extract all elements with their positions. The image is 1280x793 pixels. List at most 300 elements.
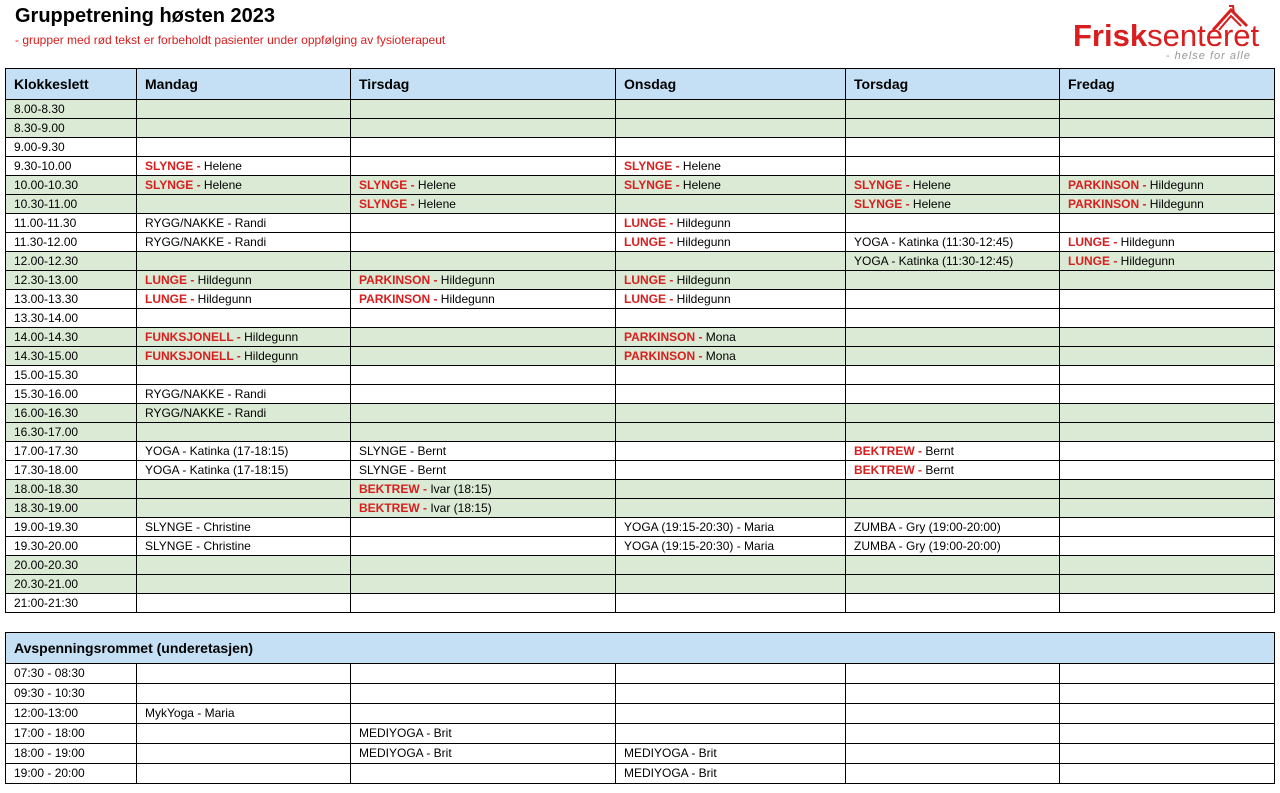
time-slot: 12.30-13.00 [6, 271, 137, 290]
logo-word-senteret: senteret [1147, 18, 1260, 53]
schedule-cell [846, 195, 1060, 214]
time-slot: 19.30-20.00 [6, 537, 137, 556]
relaxation-room-title: Avspenningsrommet (underetasjen) [6, 633, 1275, 664]
schedule-cell [616, 518, 846, 537]
time-slot: 11.30-12.00 [6, 233, 137, 252]
schedule-row [6, 309, 1275, 328]
schedule-cell [616, 499, 846, 518]
schedule-cell [616, 195, 846, 214]
schedule-cell [1060, 518, 1275, 537]
time-slot: 18.00-18.30 [6, 480, 137, 499]
relaxation-cell [1060, 744, 1275, 764]
class-detail: Hildegunn [194, 292, 252, 306]
schedule-cell [846, 404, 1060, 423]
class-name: BEKTREW - [854, 463, 922, 477]
schedule-row [6, 423, 1275, 442]
class-detail: Hildegunn [240, 349, 299, 363]
time-slot: 21:00-21:30 [6, 594, 137, 613]
schedule-cell [616, 119, 846, 138]
time-slot: 11.00-11.30 [6, 214, 137, 233]
class-detail: Helene [200, 159, 242, 173]
time-slot: 9.00-9.30 [6, 138, 137, 157]
logo-tagline: - helse for alle [1165, 50, 1251, 62]
class-name: LUNGE - [624, 292, 674, 306]
schedule-cell [1060, 138, 1275, 157]
class-detail: SLYNGE - Christine [145, 539, 251, 553]
schedule-row [6, 100, 1275, 119]
schedule-row [6, 119, 1275, 138]
time-slot: 8.00-8.30 [6, 100, 137, 119]
class-name: PARKINSON - [1068, 197, 1147, 211]
schedule-cell [616, 537, 846, 556]
schedule-cell [616, 138, 846, 157]
schedule-cell [351, 100, 616, 119]
relaxation-cell: MEDIYOGA - Brit [351, 724, 616, 744]
schedule-row [6, 347, 1275, 366]
time-slot: 9.30-10.00 [6, 157, 137, 176]
schedule-cell [616, 480, 846, 499]
class-detail: YOGA - Katinka (11:30-12:45) [854, 235, 1014, 249]
relaxation-cell [137, 684, 351, 704]
schedule-row [6, 442, 1275, 461]
relaxation-cell [846, 744, 1060, 764]
schedule-cell [616, 271, 846, 290]
schedule-row [6, 138, 1275, 157]
time-slot: 10.00-10.30 [6, 176, 137, 195]
schedule-cell [1060, 157, 1275, 176]
schedule-cell [351, 461, 616, 480]
class-name: PARKINSON - [624, 349, 703, 363]
time-slot: 15.30-16.00 [6, 385, 137, 404]
class-name: SLYNGE - [854, 197, 910, 211]
schedule-cell [351, 157, 616, 176]
relaxation-cell [351, 684, 616, 704]
relaxation-cell [846, 704, 1060, 724]
schedule-cell [1060, 461, 1275, 480]
schedule-cell [137, 385, 351, 404]
schedule-cell [846, 214, 1060, 233]
schedule-cell [137, 119, 351, 138]
schedule-cell [1060, 328, 1275, 347]
class-name: LUNGE - [1068, 235, 1118, 249]
schedule-cell [1060, 309, 1275, 328]
schedule-cell [616, 594, 846, 613]
schedule-row [6, 252, 1275, 271]
column-header-tirsdag: Tirsdag [351, 69, 616, 100]
schedule-cell [137, 233, 351, 252]
schedule-cell [616, 385, 846, 404]
schedule-cell [351, 423, 616, 442]
class-detail: ZUMBA - Gry (19:00-20:00) [854, 539, 1001, 553]
schedule-cell [846, 385, 1060, 404]
class-detail: Ivar (18:15) [427, 501, 492, 515]
schedule-cell [137, 556, 351, 575]
schedule-cell [351, 176, 616, 195]
schedule-cell [137, 290, 351, 309]
schedule-cell [616, 442, 846, 461]
schedule-cell [1060, 575, 1275, 594]
class-detail: YOGA (19:15-20:30) - Maria [624, 520, 775, 534]
relaxation-cell: MEDIYOGA - Brit [616, 764, 846, 784]
schedule-cell [137, 404, 351, 423]
time-slot: 20.00-20.30 [6, 556, 137, 575]
relaxation-room-schedule [5, 632, 1275, 784]
schedule-cell [351, 518, 616, 537]
time-slot: 14.30-15.00 [6, 347, 137, 366]
schedule-row [6, 385, 1275, 404]
class-detail: YOGA (19:15-20:30) - Maria [624, 539, 775, 553]
class-name: LUNGE - [624, 273, 674, 287]
class-detail: YOGA - Katinka (17-18:15) [145, 463, 289, 477]
schedule-cell [616, 100, 846, 119]
schedule-cell [137, 195, 351, 214]
schedule-row [6, 328, 1275, 347]
relaxation-cell [616, 704, 846, 724]
schedule-cell [351, 347, 616, 366]
relaxation-cell [846, 664, 1060, 684]
schedule-cell [137, 252, 351, 271]
schedule-cell [616, 556, 846, 575]
schedule-cell [137, 309, 351, 328]
schedule-cell [846, 461, 1060, 480]
relaxation-row [6, 704, 1275, 724]
schedule-row [6, 594, 1275, 613]
time-slot: 17:00 - 18:00 [6, 724, 137, 744]
time-slot: 20.30-21.00 [6, 575, 137, 594]
class-detail: Hildegunn [1146, 197, 1204, 211]
schedule-row [6, 176, 1275, 195]
class-detail: Helene [679, 159, 721, 173]
schedule-cell [137, 100, 351, 119]
class-name: SLYNGE - [359, 197, 415, 211]
class-detail: SLYNGE - Christine [145, 520, 251, 534]
relaxation-row [6, 664, 1275, 684]
schedule-cell [616, 176, 846, 195]
page-title: Gruppetrening høsten 2023 [15, 5, 276, 27]
schedule-cell [616, 461, 846, 480]
schedule-cell [616, 252, 846, 271]
class-detail: Hildegunn [194, 273, 252, 287]
schedule-cell [1060, 480, 1275, 499]
schedule-row [6, 233, 1275, 252]
schedule-cell [351, 195, 616, 214]
time-slot: 14.00-14.30 [6, 328, 137, 347]
schedule-cell [1060, 556, 1275, 575]
schedule-cell [846, 366, 1060, 385]
schedule-cell [351, 290, 616, 309]
schedule-cell [846, 290, 1060, 309]
class-name: FUNKSJONELL - [145, 330, 241, 344]
class-name: PARKINSON - [624, 330, 703, 344]
schedule-row [6, 575, 1275, 594]
schedule-row [6, 195, 1275, 214]
time-slot: 17.00-17.30 [6, 442, 137, 461]
relaxation-cell [616, 724, 846, 744]
schedule-cell [137, 366, 351, 385]
relaxation-cell [846, 684, 1060, 704]
schedule-cell [137, 518, 351, 537]
class-name: SLYNGE - [145, 178, 201, 192]
class-detail: YOGA - Katinka (17-18:15) [145, 444, 289, 458]
schedule-row [6, 366, 1275, 385]
schedule-cell [137, 176, 351, 195]
schedule-cell [616, 404, 846, 423]
schedule-cell [846, 423, 1060, 442]
schedule-cell [137, 594, 351, 613]
time-slot: 12.00-12.30 [6, 252, 137, 271]
schedule-cell [351, 575, 616, 594]
schedule-cell [351, 480, 616, 499]
class-name: SLYNGE - [624, 159, 680, 173]
schedule-cell [351, 442, 616, 461]
class-name: SLYNGE - [854, 178, 910, 192]
schedule-row [6, 518, 1275, 537]
class-detail: YOGA - Katinka (11:30-12:45) [854, 254, 1014, 268]
schedule-cell [846, 537, 1060, 556]
time-slot: 18.30-19.00 [6, 499, 137, 518]
class-name: BEKTREW - [359, 501, 427, 515]
time-slot: 16.30-17.00 [6, 423, 137, 442]
class-detail: Helene [414, 178, 456, 192]
schedule-row [6, 157, 1275, 176]
schedule-cell [616, 423, 846, 442]
class-detail: Hildegunn [673, 273, 731, 287]
schedule-cell [846, 176, 1060, 195]
schedule-cell [1060, 214, 1275, 233]
schedule-row [6, 537, 1275, 556]
class-name: PARKINSON - [359, 273, 438, 287]
time-slot: 16.00-16.30 [6, 404, 137, 423]
schedule-cell [1060, 594, 1275, 613]
schedule-cell [616, 575, 846, 594]
page-subtitle: - grupper med rød tekst er forbeholdt pasienter under oppfølging av fysioterapeut [15, 33, 446, 47]
class-name: LUNGE - [145, 273, 195, 287]
schedule-cell [1060, 290, 1275, 309]
relaxation-cell [1060, 724, 1275, 744]
class-detail: SLYNGE - Bernt [359, 463, 447, 477]
class-detail: Hildegunn [1117, 254, 1175, 268]
class-detail: Helene [679, 178, 721, 192]
schedule-row [6, 404, 1275, 423]
schedule-cell [846, 480, 1060, 499]
schedule-cell [137, 138, 351, 157]
schedule-cell [1060, 499, 1275, 518]
schedule-cell [846, 157, 1060, 176]
class-detail: RYGG/NAKKE - Randi [145, 216, 267, 230]
class-detail: Hildegunn [437, 273, 495, 287]
schedule-cell [616, 290, 846, 309]
schedule-cell [1060, 442, 1275, 461]
schedule-cell [351, 366, 616, 385]
schedule-cell [351, 214, 616, 233]
schedule-cell [351, 537, 616, 556]
column-header-torsdag: Torsdag [846, 69, 1060, 100]
schedule-cell [846, 252, 1060, 271]
schedule-cell [137, 328, 351, 347]
schedule-cell [846, 347, 1060, 366]
relaxation-row [6, 724, 1275, 744]
time-slot: 19:00 - 20:00 [6, 764, 137, 784]
column-header-klokkeslett: Klokkeslett [6, 69, 137, 100]
class-detail: Ivar (18:15) [427, 482, 492, 496]
time-slot: 09:30 - 10:30 [6, 684, 137, 704]
relaxation-cell [1060, 664, 1275, 684]
schedule-cell [1060, 404, 1275, 423]
class-detail: Helene [909, 197, 951, 211]
schedule-cell [351, 233, 616, 252]
schedule-cell [1060, 176, 1275, 195]
schedule-cell [137, 347, 351, 366]
class-detail: Mona [702, 330, 736, 344]
class-name: SLYNGE - [359, 178, 415, 192]
class-detail: Hildegunn [1146, 178, 1204, 192]
class-name: BEKTREW - [359, 482, 427, 496]
frisksenteret-logo [1073, 4, 1260, 64]
time-slot: 19.00-19.30 [6, 518, 137, 537]
class-detail: Bernt [922, 463, 955, 477]
schedule-cell [846, 119, 1060, 138]
group-training-schedule [5, 68, 1275, 613]
schedule-cell [351, 138, 616, 157]
relaxation-row [6, 744, 1275, 764]
schedule-cell [137, 157, 351, 176]
class-detail: Mona [702, 349, 736, 363]
relaxation-cell [846, 724, 1060, 744]
class-name: LUNGE - [624, 235, 674, 249]
schedule-cell [137, 442, 351, 461]
relaxation-cell [351, 764, 616, 784]
time-slot: 15.00-15.30 [6, 366, 137, 385]
schedule-cell [137, 537, 351, 556]
class-name: SLYNGE - [145, 159, 201, 173]
schedule-row [6, 461, 1275, 480]
class-detail: Helene [200, 178, 242, 192]
schedule-cell [616, 328, 846, 347]
schedule-cell [846, 271, 1060, 290]
relaxation-cell [137, 724, 351, 744]
schedule-cell [137, 575, 351, 594]
schedule-cell [1060, 271, 1275, 290]
relaxation-cell [616, 684, 846, 704]
class-detail: Hildegunn [437, 292, 495, 306]
schedule-cell [351, 499, 616, 518]
schedule-cell [351, 385, 616, 404]
class-detail: Hildegunn [673, 216, 731, 230]
schedule-cell [846, 518, 1060, 537]
schedule-row [6, 290, 1275, 309]
time-slot: 12:00-13:00 [6, 704, 137, 724]
schedule-cell [351, 556, 616, 575]
class-name: LUNGE - [624, 216, 674, 230]
class-name: SLYNGE - [624, 178, 680, 192]
schedule-cell [846, 233, 1060, 252]
relaxation-cell [1060, 764, 1275, 784]
schedule-cell [1060, 119, 1275, 138]
class-detail: ZUMBA - Gry (19:00-20:00) [854, 520, 1001, 534]
class-detail: RYGG/NAKKE - Randi [145, 387, 267, 401]
relaxation-cell [351, 664, 616, 684]
schedule-cell [137, 423, 351, 442]
schedule-cell [137, 499, 351, 518]
schedule-row [6, 499, 1275, 518]
schedule-cell [1060, 347, 1275, 366]
schedule-cell [846, 138, 1060, 157]
schedule-cell [1060, 252, 1275, 271]
schedule-cell [846, 575, 1060, 594]
class-name: PARKINSON - [359, 292, 438, 306]
schedule-cell [137, 480, 351, 499]
class-name: PARKINSON - [1068, 178, 1147, 192]
schedule-row [6, 556, 1275, 575]
schedule-cell [1060, 385, 1275, 404]
relaxation-cell [846, 764, 1060, 784]
class-detail: Hildegunn [1117, 235, 1175, 249]
schedule-cell [616, 366, 846, 385]
column-header-fredag: Fredag [1060, 69, 1275, 100]
class-name: BEKTREW - [854, 444, 922, 458]
schedule-cell [1060, 233, 1275, 252]
schedule-cell [351, 594, 616, 613]
schedule-cell [616, 347, 846, 366]
logo-word-frisk: Frisk [1073, 18, 1148, 53]
schedule-cell [1060, 366, 1275, 385]
schedule-cell [846, 309, 1060, 328]
time-slot: 10.30-11.00 [6, 195, 137, 214]
schedule-cell [351, 404, 616, 423]
schedule-cell [846, 442, 1060, 461]
time-slot: 8.30-9.00 [6, 119, 137, 138]
schedule-cell [351, 252, 616, 271]
relaxation-cell [351, 704, 616, 724]
class-detail: Bernt [922, 444, 955, 458]
schedule-cell [137, 271, 351, 290]
time-slot: 07:30 - 08:30 [6, 664, 137, 684]
class-detail: Helene [414, 197, 456, 211]
schedule-cell [846, 499, 1060, 518]
class-name: LUNGE - [145, 292, 195, 306]
schedule-cell [616, 157, 846, 176]
schedule-cell [616, 309, 846, 328]
schedule-cell [616, 214, 846, 233]
schedule-cell [351, 309, 616, 328]
time-slot: 17.30-18.00 [6, 461, 137, 480]
schedule-cell [846, 556, 1060, 575]
class-detail: Hildegunn [673, 235, 731, 249]
class-name: FUNKSJONELL - [145, 349, 241, 363]
time-slot: 18:00 - 19:00 [6, 744, 137, 764]
time-slot: 13.30-14.00 [6, 309, 137, 328]
class-name: LUNGE - [1068, 254, 1118, 268]
schedule-cell [846, 594, 1060, 613]
relaxation-cell: MykYoga - Maria [137, 704, 351, 724]
class-detail: Hildegunn [673, 292, 731, 306]
schedule-cell [351, 119, 616, 138]
schedule-cell [1060, 537, 1275, 556]
schedule-row [6, 214, 1275, 233]
relaxation-cell [1060, 704, 1275, 724]
schedule-cell [616, 233, 846, 252]
time-slot: 13.00-13.30 [6, 290, 137, 309]
schedule-cell [137, 461, 351, 480]
schedule-cell [1060, 100, 1275, 119]
relaxation-cell [1060, 684, 1275, 704]
class-detail: Hildegunn [240, 330, 299, 344]
relaxation-row [6, 764, 1275, 784]
class-detail: RYGG/NAKKE - Randi [145, 406, 267, 420]
schedule-cell [351, 328, 616, 347]
schedule-cell [846, 328, 1060, 347]
relaxation-cell [616, 664, 846, 684]
